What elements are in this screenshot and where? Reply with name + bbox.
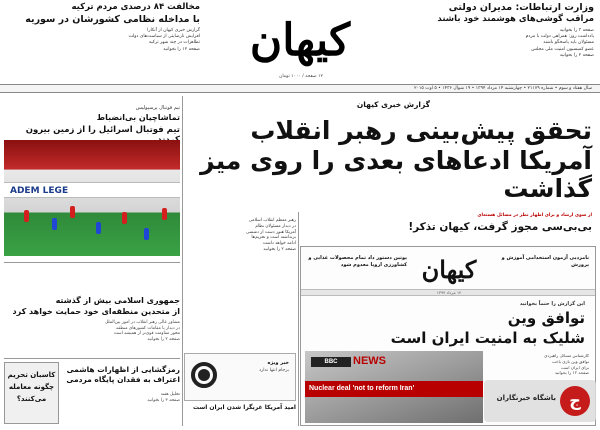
summary-line: گزارش خبری کیهان از آنکارا [147, 28, 200, 33]
summary-line: صفحه ۲ را بخوانید [559, 52, 594, 58]
body-line: تحلیل هفته [160, 392, 180, 397]
masthead-logo: کیهان [249, 15, 351, 66]
left-bottom-headline[interactable]: رمزگشایی از اظهارات هاشمی اعتراف به فقدان پایگاه مردمی [66, 365, 180, 384]
special-news-title: خبر ویژه [267, 360, 289, 366]
column-divider [298, 212, 299, 426]
player-figure [162, 208, 167, 220]
summary-line: یادداشت روز: همراهی دولت با مردم [525, 34, 594, 40]
watermark-text: باشگاه خبرنگاران [496, 394, 556, 402]
sports-photo[interactable] [4, 140, 180, 256]
body-line: برای ایران است [560, 364, 589, 370]
inset-body [485, 353, 589, 376]
inset-headline: توافق وین [507, 309, 585, 327]
top-left-subheadline[interactable]: با مداخله نظامی کشورشان در سوریه [25, 14, 200, 25]
inset-date-bar: ۱۴ مرداد ۱۳۹۴ [301, 289, 596, 296]
masthead-date-text: سال هفتاد و سوم • شماره ۲۱۱۷۹ • چهارشنبه ۱۴ مرداد ۱۳۹۴ • ۱۹ شوال ۱۴۳۶ • ۵ اوت ۲۰۱۵ [414, 86, 592, 91]
player-figure [52, 218, 57, 230]
body-line: توافق وین بازی باخت [551, 358, 589, 364]
body-line: مشاور عالی رهبر انقلاب در امور بین‌الملل [105, 320, 180, 325]
special-news-box[interactable] [184, 353, 296, 401]
player-figure [70, 206, 75, 218]
caricature-box[interactable]: کاسبان تحریم چگونه معامله می‌کنند؟ [4, 362, 59, 424]
bbc-logo: BBC [311, 357, 351, 367]
body-line: صفحه ۳ را بخوانید [147, 397, 180, 403]
bbc-news-screenshot [305, 351, 483, 423]
summary-line: تظاهرات در چند شهر ترکیه [148, 40, 200, 46]
summary-line: صفحه ۱۲ را بخوانید [163, 46, 200, 52]
body-line: ادامه خواهد داشت [262, 241, 296, 247]
section-divider [4, 358, 180, 359]
inset-logo: کیهان [421, 255, 477, 284]
inset-kicker: این گزارش را حتماً بخوانید [519, 301, 585, 307]
watermark-badge [484, 380, 596, 422]
main-headline[interactable]: تحقق پیش‌بینی رهبر انقلاب [250, 116, 592, 145]
body-line: کارشناس مسائل راهبردی [544, 353, 589, 358]
summary-line: مسئولان باید پاسخگو باشند [543, 40, 594, 46]
sports-kicker: تیم فوتبال پرسپولیس [135, 105, 180, 111]
inset-left-headline: پوتین دستور داد تمام محصولات غذایی و کشاورزی اروپا معدوم شود [308, 255, 407, 268]
sports-headline[interactable]: تماشاچیان بی‌انضباط [96, 113, 180, 122]
left-story-headline-second[interactable]: از متحدین منطقه‌ای خود حمایت خواهد کرد [12, 307, 180, 316]
summary-line: افزایش نارضایتی از سیاست‌های دولت [128, 34, 200, 40]
player-figure [24, 210, 29, 222]
stadium-ad-board: ADEM LEGE [4, 182, 180, 198]
inset-headline-second: شلیک به امنیت ایران است [390, 329, 585, 347]
section-divider [4, 262, 180, 263]
masthead-subline: ۱۲ صفحه / ۱۰۰۰ تومان [279, 74, 323, 79]
body-line: در دیدار مسئولان نظام [255, 223, 296, 229]
summary-line: عضو کمیسیون امنیت ملی مجلس [531, 46, 594, 52]
brand-logo-icon: ج [560, 386, 590, 416]
middle-bottom-headline[interactable]: امید آمریکا غربگرا شدن ایران است [192, 404, 296, 411]
player-figure [122, 212, 127, 224]
body-line: محور مقاومت قوی‌تر از همیشه است [113, 331, 180, 337]
news-banner: Nuclear deal 'not to reform Iran' [305, 381, 483, 397]
special-news-line: برجام انتها ندارد [259, 368, 289, 373]
body-line: صفحه ۲ را بخوانید [263, 246, 296, 252]
main-kicker: گزارش خبری کیهان [356, 100, 430, 109]
body-line: آمریکا هنوز دست از دشمنی [246, 229, 296, 235]
ring-center-icon [198, 369, 210, 381]
top-left-summary [4, 28, 200, 53]
middle-column [184, 218, 296, 253]
left-bottom-body [62, 392, 180, 403]
masthead-date-bar [0, 84, 600, 93]
body-line: در دیدار با مقامات کشورهای منطقه [115, 325, 180, 331]
left-story-body [4, 320, 180, 342]
body-line: رهبر معظم انقلاب اسلامی [248, 218, 296, 223]
body-line: صفحه ۱۲ را بخوانید [554, 370, 589, 376]
top-right-subheadline[interactable]: مراقب گوشی‌های هوشمند خود باشند [437, 14, 594, 24]
left-story-headline[interactable]: جمهوری اسلامی بیش از گذشته [55, 296, 180, 305]
sports-headline-second[interactable]: تیم فوتبال اسرائیل را از زمین بیرون [25, 125, 180, 135]
body-line: صفحه ۲ را بخوانید [147, 336, 180, 342]
sub-headline[interactable]: بی‌بی‌سی مجوز گرفت، کیهان تذکر! [408, 221, 592, 233]
player-figure [96, 222, 101, 234]
summary-line: صفحه ۳ را بخوانید [559, 28, 594, 33]
inset-right-headline: نامزدیی آزمون استخدامی آموزش و پرورش [501, 255, 589, 268]
sub-kicker: از سوی ارشاد و برای اظهار نظر در مسائل هسته‌ای [477, 213, 592, 218]
top-left-headline[interactable]: مخالفت ۸۴ درصدی مردم ترکیه [71, 2, 200, 12]
top-right-summary [398, 28, 594, 59]
body-line: برنداشته است و تحریم‌ها [251, 235, 296, 241]
player-figure [144, 228, 149, 240]
top-right-headline[interactable]: وزارت ارتباطات: مدیران دولتی [448, 2, 594, 13]
news-label: NEWS [353, 355, 386, 367]
main-headline-second[interactable]: آمریکا ادعاهای بعدی را روی میز گذاشت [200, 146, 592, 203]
column-divider [182, 96, 183, 426]
